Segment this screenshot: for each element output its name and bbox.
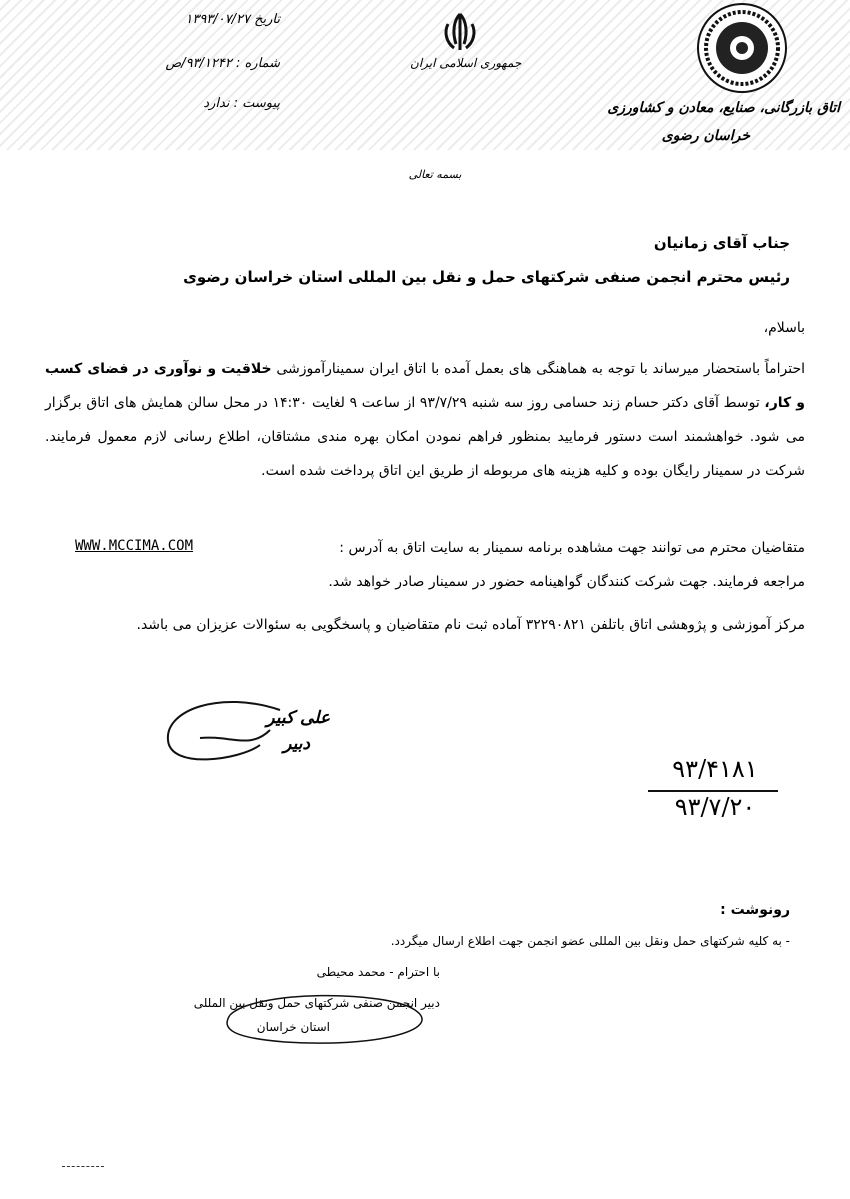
date-label: تاریخ xyxy=(254,12,280,27)
cc-line2: با احترام - محمد محیطی xyxy=(316,965,440,979)
greeting: باسلام، xyxy=(763,320,805,336)
footer-mark xyxy=(62,1166,104,1167)
body-paragraph-2b: مراجعه فرمایند. جهت شرکت کنندگان گواهینامه حضور در سمینار صادر خواهد شد. xyxy=(328,574,805,590)
handwritten-divider xyxy=(648,790,778,792)
body-paragraph-2: متقاضیان محترم می توانند جهت مشاهده برنامه سمینار به سایت اتاق به آدرس : xyxy=(339,540,805,556)
cc-line1: - به کلیه شرکتهای حمل ونقل بین المللی عضو انجمن جهت اطلاع ارسال میگردد. xyxy=(390,934,790,948)
body-p1-a: احتراماً باستحضار میرساند با توجه به هماهنگی های بعمل آمده با اتاق ایران سمینارآموزشی xyxy=(271,361,806,377)
date-value: ۱۳۹۳/۰۷/۲۷ xyxy=(185,12,250,27)
body-p1-bold: خلاقیت و نوآوری در فضای کسب و کار، xyxy=(45,361,805,411)
number-value: ۹۳/۱۲۴۲/ص xyxy=(165,56,232,71)
date-line xyxy=(110,12,280,27)
signature-name: علی کبیر xyxy=(266,708,330,728)
number-line xyxy=(110,56,280,71)
emblem-caption: جمهوری اسلامی ایران xyxy=(410,56,522,70)
recipient-name: جناب آقای زمانیان xyxy=(653,234,790,252)
body-paragraph-1 xyxy=(45,352,805,488)
attachment-line xyxy=(110,96,280,111)
handwritten-number: ۹۳/۴۱۸۱ xyxy=(672,755,758,783)
website-link[interactable]: WWW.MCCIMA.COM xyxy=(75,538,194,554)
cc-title: رونوشت : xyxy=(720,902,790,918)
attachment-label: پیوست : xyxy=(233,96,280,111)
org-name-line1: اتاق بازرگانی، صنایع، معادن و کشاورزی xyxy=(607,100,840,116)
body-paragraph-3: مرکز آموزشی و پژوهشی اتاق باتلفن ۳۲۲۹۰۸۲۱ آماده ثبت نام متقاضیان و پاسخگویی به سئوالات عزیزان می باشد. xyxy=(136,617,805,633)
number-label: شماره : xyxy=(236,56,280,71)
recipient-title: رئیس محترم انجمن صنفی شرکتهای حمل و نقل بین المللی استان خراسان رضوی xyxy=(183,268,790,286)
signature-title: دبیر xyxy=(283,734,310,754)
salutation-top: بسمه تعالی xyxy=(408,168,462,181)
chamber-logo-icon xyxy=(696,2,788,94)
handwritten-date: ۹۳/۷/۲۰ xyxy=(674,793,756,821)
cc-signature-image xyxy=(215,990,455,1050)
iran-emblem-icon xyxy=(440,10,480,56)
body-p1-c: توسط آقای دکتر حسام زند حسامی روز سه شنبه ۹۳/۷/۲۹ از ساعت ۹ لغایت ۱۴:۳۰ در محل سالن همایش های اتاق برگزار می شود. خواهشمند است دستور فرمایید بمنظور فراهم نمودن امکان بهره مندی مشتاقان، اطلاع رسانی لازم معمول فرمایند. شرکت در سمینار رایگان بوده و کلیه هزینه های مربوطه از طریق این اتاق پرداخت شده است. xyxy=(45,395,805,479)
org-name-line2: خراسان رضوی xyxy=(661,128,750,144)
cc-line4: استان خراسان xyxy=(256,1020,330,1034)
cc-line3: دبیر انجمن صنفی شرکتهای حمل ونقل بین المللی xyxy=(193,996,440,1010)
attachment-value: ندارد xyxy=(203,96,230,111)
